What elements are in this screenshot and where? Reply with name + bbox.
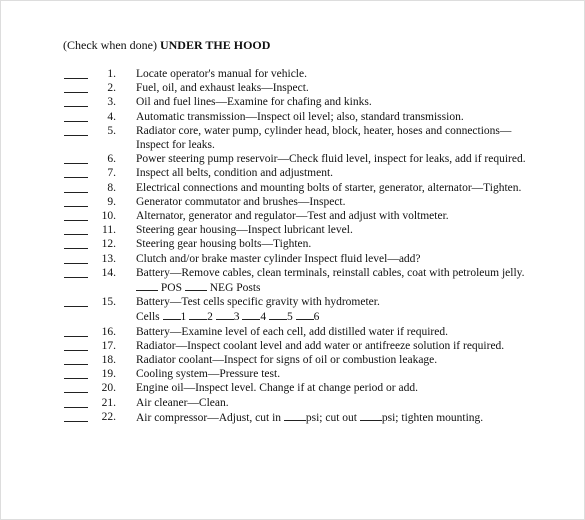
item-text: Oil and fuel lines—Examine for chafing and kinks.	[136, 96, 372, 109]
item-number: 13.	[101, 252, 116, 265]
item-number: 19.	[101, 368, 116, 381]
checklist-item[interactable]	[1, 252, 585, 266]
item-text: Generator commutator and brushes—Inspect.	[136, 195, 346, 208]
item-text: Engine oil—Inspect level. Change if at change period or add.	[136, 382, 418, 395]
item-number: 17.	[101, 339, 116, 352]
check-blank[interactable]	[64, 195, 88, 207]
cell-blank[interactable]	[189, 309, 207, 320]
item-number: 3.	[107, 96, 116, 109]
cell-blank[interactable]	[269, 309, 287, 320]
item-text-part: psi; tighten mounting.	[381, 411, 484, 424]
item-number: 15.	[101, 296, 116, 309]
check-blank[interactable]	[64, 223, 88, 235]
checklist-item[interactable]	[1, 124, 585, 152]
cut-in-psi-blank[interactable]	[284, 410, 306, 421]
checklist-item[interactable]	[1, 95, 585, 109]
item-number: 9.	[107, 195, 116, 208]
item-text: Battery—Test cells specific gravity with hydrometer.	[136, 296, 380, 309]
checklist-item[interactable]	[1, 166, 585, 180]
check-blank[interactable]	[64, 339, 88, 351]
check-blank[interactable]	[64, 95, 88, 107]
checklist-item[interactable]	[1, 266, 585, 280]
checklist-item[interactable]	[1, 353, 585, 367]
item-text: Radiator—Inspect coolant level and add water or antifreeze solution if required.	[136, 339, 505, 352]
checklist-item[interactable]	[1, 110, 585, 124]
cell-blank[interactable]	[163, 309, 181, 320]
check-blank[interactable]	[64, 124, 88, 136]
item-text-part: Air compressor—Adjust, cut in	[136, 411, 284, 424]
item-text: Cooling system—Pressure test.	[136, 368, 281, 381]
cell-number: 5	[287, 311, 293, 324]
item-text: Electrical connections and mounting bolts of starter, generator, alternator—Tighten.	[136, 181, 522, 194]
checklist-item[interactable]	[1, 381, 585, 395]
item-text: Battery—Examine level of each cell, add distilled water if required.	[136, 325, 448, 338]
checklist-item[interactable]	[1, 325, 585, 339]
check-blank[interactable]	[64, 266, 88, 278]
checklist-item[interactable]	[1, 295, 585, 309]
check-blank[interactable]	[64, 166, 88, 178]
item-text: Alternator, generator and regulator—Test and adjust with voltmeter.	[136, 210, 449, 223]
cell-number: 1	[180, 311, 187, 324]
cell-number: 4	[260, 311, 267, 324]
check-blank[interactable]	[64, 181, 88, 193]
check-blank[interactable]	[64, 353, 88, 365]
item-text: Locate operator's manual for vehicle.	[136, 68, 307, 80]
cells-label: Cells	[136, 311, 163, 324]
checklist-item[interactable]	[1, 223, 585, 237]
item-text-part: psi; cut out	[305, 411, 360, 424]
cell-number: 2	[207, 311, 213, 324]
item-number: 6.	[107, 153, 116, 166]
checklist-item[interactable]	[1, 81, 585, 95]
item-number: 21.	[101, 396, 116, 409]
checklist-item[interactable]	[1, 209, 585, 223]
heading-prefix: (Check when done)	[63, 38, 157, 52]
cell-blank[interactable]	[216, 309, 234, 320]
cut-out-psi-blank[interactable]	[360, 410, 382, 421]
item-text: Fuel, oil, and exhaust leaks—Inspect.	[136, 82, 309, 95]
item-number: 22.	[101, 410, 116, 423]
item-text: Power steering pump reservoir—Check fluid level, inspect for leaks, add if required.	[136, 153, 526, 166]
item-text: Battery—Remove cables, clean terminals, reinstall cables, coat with petroleum jelly.	[136, 266, 525, 279]
item-number: 12.	[101, 238, 116, 251]
pos-label: POS	[160, 282, 182, 295]
item-number: 11.	[102, 224, 116, 237]
item-text: Clutch and/or brake master cylinder Inspect fluid level—add?	[136, 252, 421, 265]
item-number: 8.	[107, 181, 116, 194]
checklist-item[interactable]	[1, 339, 585, 353]
neg-blank[interactable]	[185, 280, 207, 291]
item-number: 10.	[101, 210, 116, 223]
item-text: Automatic transmission—Inspect oil level; also, standard transmission.	[136, 110, 464, 123]
check-blank[interactable]	[64, 81, 88, 93]
check-blank[interactable]	[64, 152, 88, 164]
item-text: Steering gear housing—Inspect lubricant level.	[136, 224, 353, 237]
item-number: 16.	[101, 325, 116, 338]
item-number: 14.	[101, 266, 116, 279]
item-number: 5.	[107, 124, 116, 137]
check-blank[interactable]	[64, 110, 88, 122]
item-text: Radiator core, water pump, cylinder head, block, heater, hoses and connections—Inspect for leaks.	[136, 124, 512, 152]
checklist	[1, 67, 585, 425]
check-blank[interactable]	[64, 410, 88, 422]
item-number: 1.	[107, 68, 116, 80]
cell-number: 6	[313, 311, 320, 324]
item-text: Radiator coolant—Inspect for signs of oil or combustion leakage.	[136, 354, 438, 367]
checklist-item[interactable]	[1, 237, 585, 251]
item-number: 7.	[107, 167, 116, 180]
cell-number: 3	[233, 311, 240, 324]
item-text: Air cleaner—Clean.	[136, 396, 229, 409]
checklist-item[interactable]	[1, 410, 585, 425]
pos-blank[interactable]	[136, 280, 158, 291]
item-text	[136, 410, 536, 425]
item-number: 20.	[101, 382, 116, 395]
cells-line	[136, 309, 585, 324]
item-text: Steering gear housing bolts—Tighten.	[136, 238, 312, 251]
item-text: Inspect all belts, condition and adjustment.	[136, 167, 334, 180]
item-number: 18.	[101, 354, 116, 367]
cell-blank[interactable]	[296, 309, 314, 320]
check-blank[interactable]	[64, 67, 88, 79]
checklist-item[interactable]	[1, 181, 585, 195]
checklist-item[interactable]	[1, 152, 585, 166]
check-blank[interactable]	[64, 237, 88, 249]
check-blank[interactable]	[64, 252, 88, 264]
check-blank[interactable]	[64, 396, 88, 408]
battery-posts-line	[136, 280, 585, 295]
item-number: 4.	[107, 110, 116, 123]
heading-title: UNDER THE HOOD	[159, 38, 271, 52]
checklist-item[interactable]	[1, 367, 585, 381]
checklist-item[interactable]	[1, 67, 585, 81]
check-blank[interactable]	[64, 209, 88, 221]
cell-blank[interactable]	[242, 309, 260, 320]
neg-label: NEG Posts	[209, 282, 261, 295]
checklist-heading	[63, 38, 270, 52]
check-blank[interactable]	[64, 295, 88, 307]
item-number: 2.	[107, 82, 116, 95]
checklist-item[interactable]	[1, 396, 585, 410]
check-blank[interactable]	[64, 325, 88, 337]
check-blank[interactable]	[64, 381, 88, 393]
check-blank[interactable]	[64, 367, 88, 379]
checklist-item[interactable]	[1, 195, 585, 209]
